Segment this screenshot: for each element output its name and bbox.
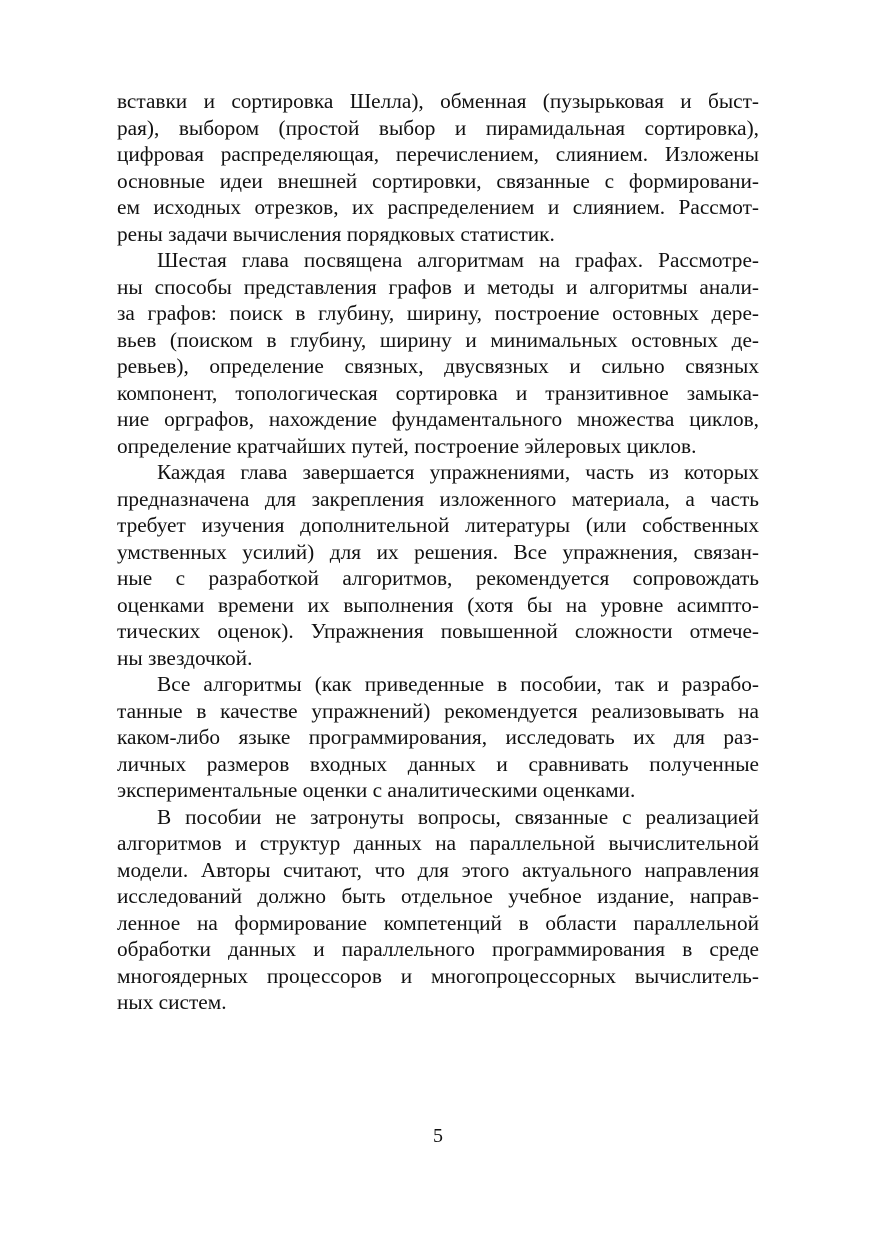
text-line: требует изучения дополнительной литературы (или собственных [117, 513, 759, 537]
text-line: ленное на формирование компетенций в области параллельной [117, 910, 759, 935]
text-line: ны способы представления графов и методы и алгоритмы анали- [117, 274, 759, 299]
text-line: цифровая распределяющая, перечислением, слиянием. Изложены [117, 142, 759, 166]
text-line: В пособии не затронуты вопросы, связанные с реализацией [157, 804, 759, 829]
text-line: личных размеров входных данных и сравнивать полученные [117, 751, 759, 776]
text-line: ные с разработкой алгоритмов, рекомендуется сопровождать [117, 566, 759, 590]
paragraph-2 [117, 247, 759, 459]
text-line: модели. Авторы считают, что для этого актуального направления [117, 857, 759, 882]
text-line: Шестая глава посвящена алгоритмам на графах. Рассмотре- [157, 248, 759, 272]
text-line: рены задачи вычисления порядковых статистик. [117, 221, 555, 246]
paragraph-3 [117, 459, 759, 671]
text-line: каком-либо языке программирования, исследовать их для раз- [117, 725, 759, 749]
text-line: ем исходных отрезков, их распределением и слиянием. Рассмот- [117, 195, 759, 219]
text-line: ревьев), определение связных, двусвязных и сильно связных [117, 354, 759, 378]
text-line: вставки и сортировка Шелла), обменная (пузырьковая и быст- [117, 89, 759, 113]
text-line: алгоритмов и структур данных на параллельной вычислительной [117, 831, 759, 855]
paragraph-1 [117, 88, 759, 247]
text-line: ных систем. [117, 990, 227, 1014]
text-line: за графов: поиск в глубину, ширину, построение остовных дере- [117, 301, 759, 325]
text-line: Каждая глава завершается упражнениями, часть из которых [157, 460, 759, 484]
paragraph-4 [117, 671, 759, 804]
text-line: оценками времени их выполнения (хотя бы на уровне асимпто- [117, 592, 759, 617]
text-line: предназначена для закрепления изложенного материала, а часть [117, 486, 759, 511]
text-line: исследований должно быть отдельное учебное издание, направ- [117, 884, 759, 908]
paragraph-5 [117, 804, 759, 1016]
text-line: тических оценок). Упражнения повышенной сложности отмече- [117, 619, 759, 643]
text-line: вьев (поиском в глубину, ширину и минимальных остовных де- [117, 327, 759, 352]
text-line: экспериментальные оценки с аналитическими оценками. [117, 778, 636, 802]
text-line: ны звездочкой. [117, 645, 253, 670]
body-text [117, 88, 759, 1016]
text-line: определение кратчайших путей, построение эйлеровых циклов. [117, 433, 697, 458]
text-line: ние орграфов, нахождение фундаментального множества циклов, [117, 407, 759, 431]
text-line: умственных усилий) для их решения. Все упражнения, связан- [117, 539, 759, 564]
text-line: танные в качестве упражнений) рекомендуется реализовывать на [117, 698, 759, 723]
text-line: рая), выбором (простой выбор и пирамидальная сортировка), [117, 115, 759, 140]
text-line: компонент, топологическая сортировка и транзитивное замыка- [117, 380, 759, 405]
text-line: Все алгоритмы (как приведенные в пособии, так и разрабо- [157, 672, 759, 696]
page-number: 5 [433, 1125, 443, 1147]
text-line: основные идеи внешней сортировки, связанные с формировани- [117, 168, 759, 193]
text-line: обработки данных и параллельного программирования в среде [117, 937, 759, 961]
text-line: многоядерных процессоров и многопроцессорных вычислитель- [117, 963, 759, 988]
